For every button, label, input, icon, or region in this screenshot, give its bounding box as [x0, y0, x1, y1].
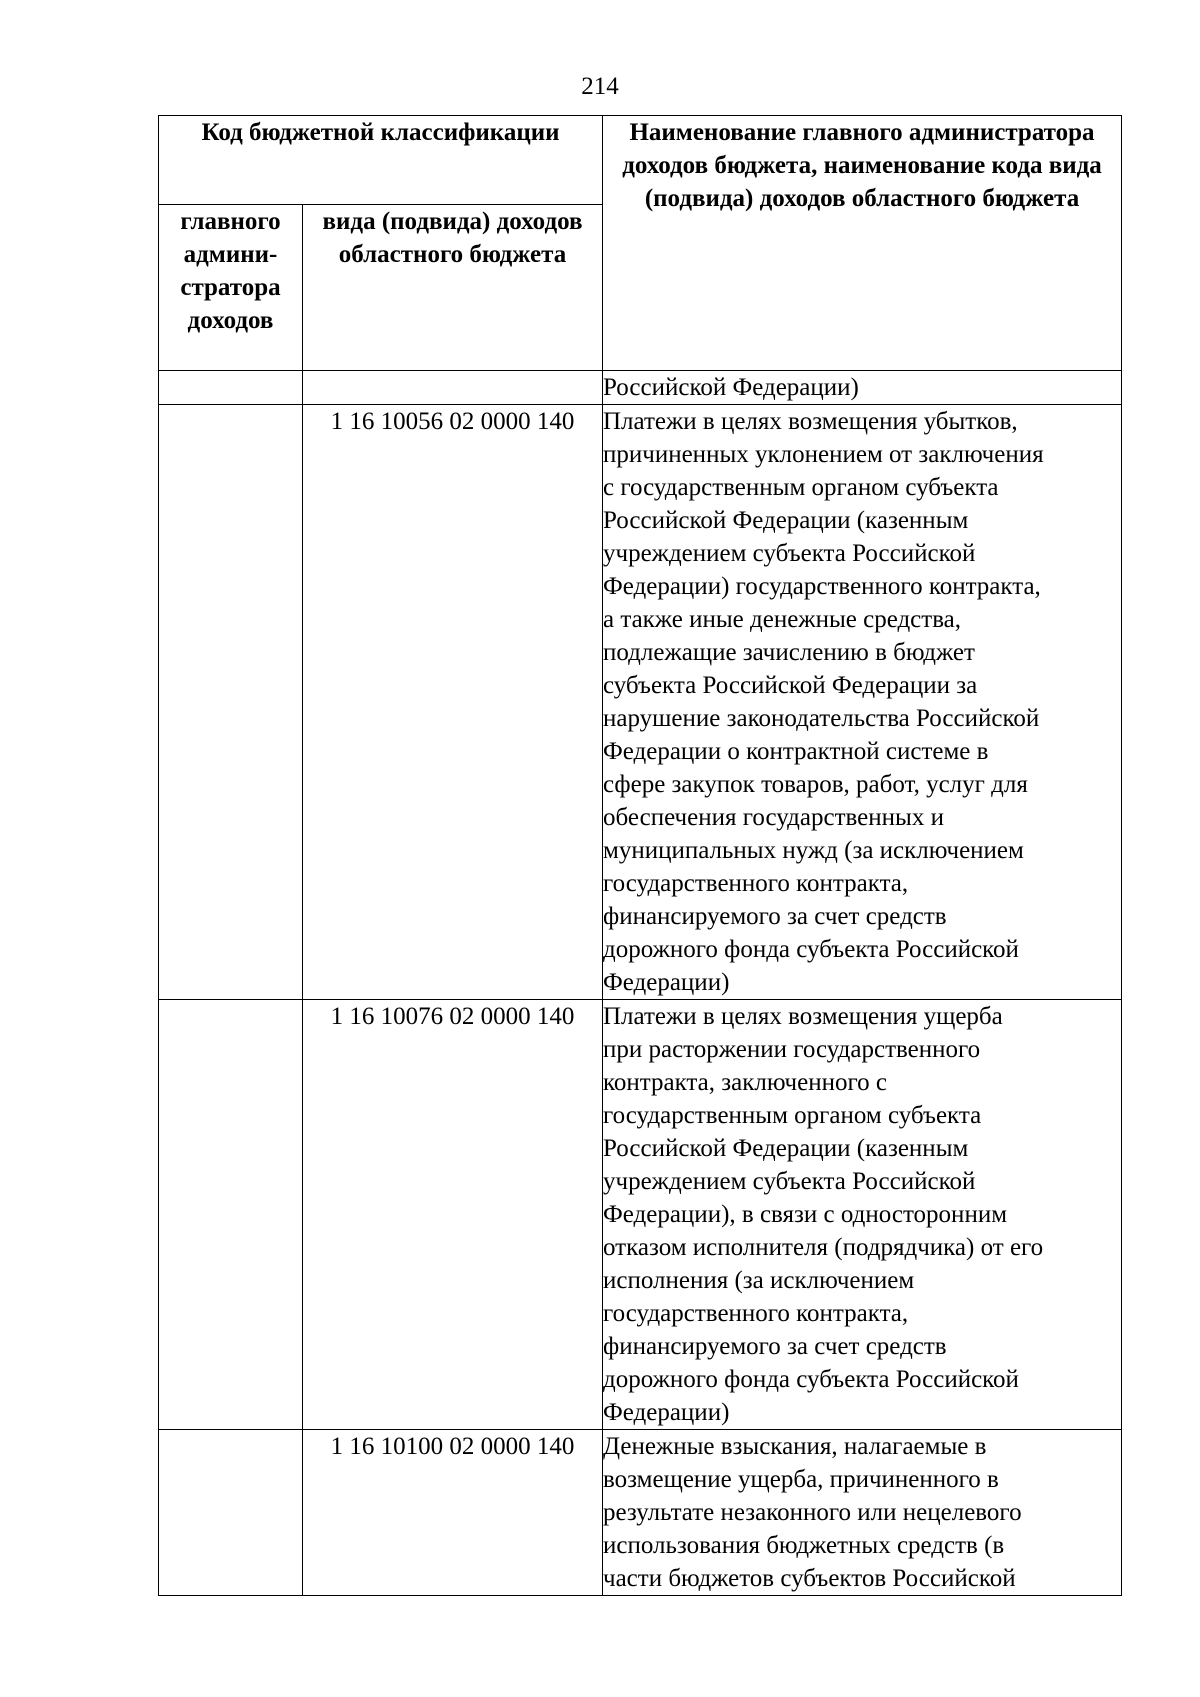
description-line: Федерации)	[603, 969, 730, 996]
description-line: дорожного фонда субъекта Российской	[603, 1366, 1019, 1393]
description-line: использования бюджетных средств (в	[603, 1532, 1005, 1559]
description-line: исполнения (за исключением	[603, 1267, 915, 1294]
description-line: учреждением субъекта Российской	[603, 1168, 976, 1195]
description-line: дорожного фонда субъекта Российской	[603, 936, 1019, 963]
description-line: контракта, заключенного с	[603, 1069, 887, 1096]
description-line: государственным органом субъекта	[603, 1102, 982, 1129]
header-chief-admin	[159, 205, 303, 371]
description-line: Платежи в целях возмещения убытков,	[603, 408, 1018, 435]
cell-income-code: 1 16 10056 02 0000 140	[303, 405, 603, 1000]
cell-income-code	[303, 371, 603, 405]
page-number: 214	[581, 73, 619, 100]
cell-admin-code	[159, 371, 303, 405]
description-line: а также иные денежные средства,	[603, 606, 962, 633]
description-line: результате незаконного или нецелевого	[603, 1499, 1022, 1526]
cell-income-description	[603, 405, 1122, 1000]
cell-income-code: 1 16 10100 02 0000 140	[303, 1430, 603, 1596]
cell-admin-code	[159, 1430, 303, 1596]
cell-admin-code	[159, 405, 303, 1000]
header-chief-admin-label: главного админи-стратора доходов	[180, 208, 281, 334]
description-line: Федерации) государственного контракта,	[603, 573, 1041, 600]
table-body	[159, 371, 1122, 1596]
header-income-type	[303, 205, 603, 371]
description-line: возмещение ущерба, причиненного в	[603, 1466, 999, 1493]
header-income-type-label: вида (подвида) доходов областного бюджета	[322, 208, 583, 268]
description-line: субъекта Российской Федерации за	[603, 672, 978, 699]
table-row	[159, 371, 1122, 405]
description-line: государственного контракта,	[603, 870, 909, 897]
description-line: с государственным органом субъекта	[603, 474, 999, 501]
header-row-group	[159, 116, 1122, 205]
description-line: Российской Федерации (казенным	[603, 507, 969, 534]
description-line: сфере закупок товаров, работ, услуг для	[603, 771, 1028, 798]
description-line: части бюджетов субъектов Российской	[603, 1565, 1016, 1592]
cell-income-description	[603, 1000, 1122, 1430]
description-line: муниципальных нужд (за исключением	[603, 837, 1024, 864]
description-line: финансируемого за счет средств	[603, 903, 947, 930]
table-row	[159, 405, 1122, 1000]
table-row	[159, 1430, 1122, 1596]
cell-income-code: 1 16 10076 02 0000 140	[303, 1000, 603, 1430]
description-line: Российской Федерации)	[603, 374, 859, 401]
header-income-name	[603, 116, 1122, 371]
description-line: причиненных уклонением от заключения	[603, 441, 1044, 468]
description-line: Федерации)	[603, 1399, 730, 1426]
description-line: обеспечения государственных и	[603, 804, 944, 831]
table-row	[159, 1000, 1122, 1430]
description-line: Денежные взыскания, налагаемые в	[603, 1433, 987, 1460]
cell-admin-code	[159, 1000, 303, 1430]
header-budget-code	[159, 116, 603, 205]
description-line: Федерации), в связи с односторонним	[603, 1201, 1008, 1228]
table-header	[159, 116, 1122, 371]
description-line: финансируемого за счет средств	[603, 1333, 947, 1360]
header-budget-code-label: Код бюджетной классификации	[201, 119, 560, 146]
description-line: Платежи в целях возмещения ущерба	[603, 1003, 1003, 1030]
cell-income-description	[603, 1430, 1122, 1596]
description-line: государственного контракта,	[603, 1300, 909, 1327]
budget-classification-table	[158, 115, 1122, 1596]
description-line: Федерации о контрактной системе в	[603, 738, 989, 765]
cell-income-description	[603, 371, 1122, 405]
header-income-name-label: Наименование главного администратора доходов бюджета, наименование кода вида (подвида) доходов областного бюджета	[622, 119, 1102, 212]
description-line: при расторжении государственного	[603, 1036, 981, 1063]
description-line: отказом исполнителя (подрядчика) от его	[603, 1234, 1044, 1261]
description-line: нарушение законодательства Российской	[603, 705, 1040, 732]
description-line: Российской Федерации (казенным	[603, 1135, 969, 1162]
description-line: подлежащие зачислению в бюджет	[603, 639, 975, 666]
description-line: учреждением субъекта Российской	[603, 540, 976, 567]
